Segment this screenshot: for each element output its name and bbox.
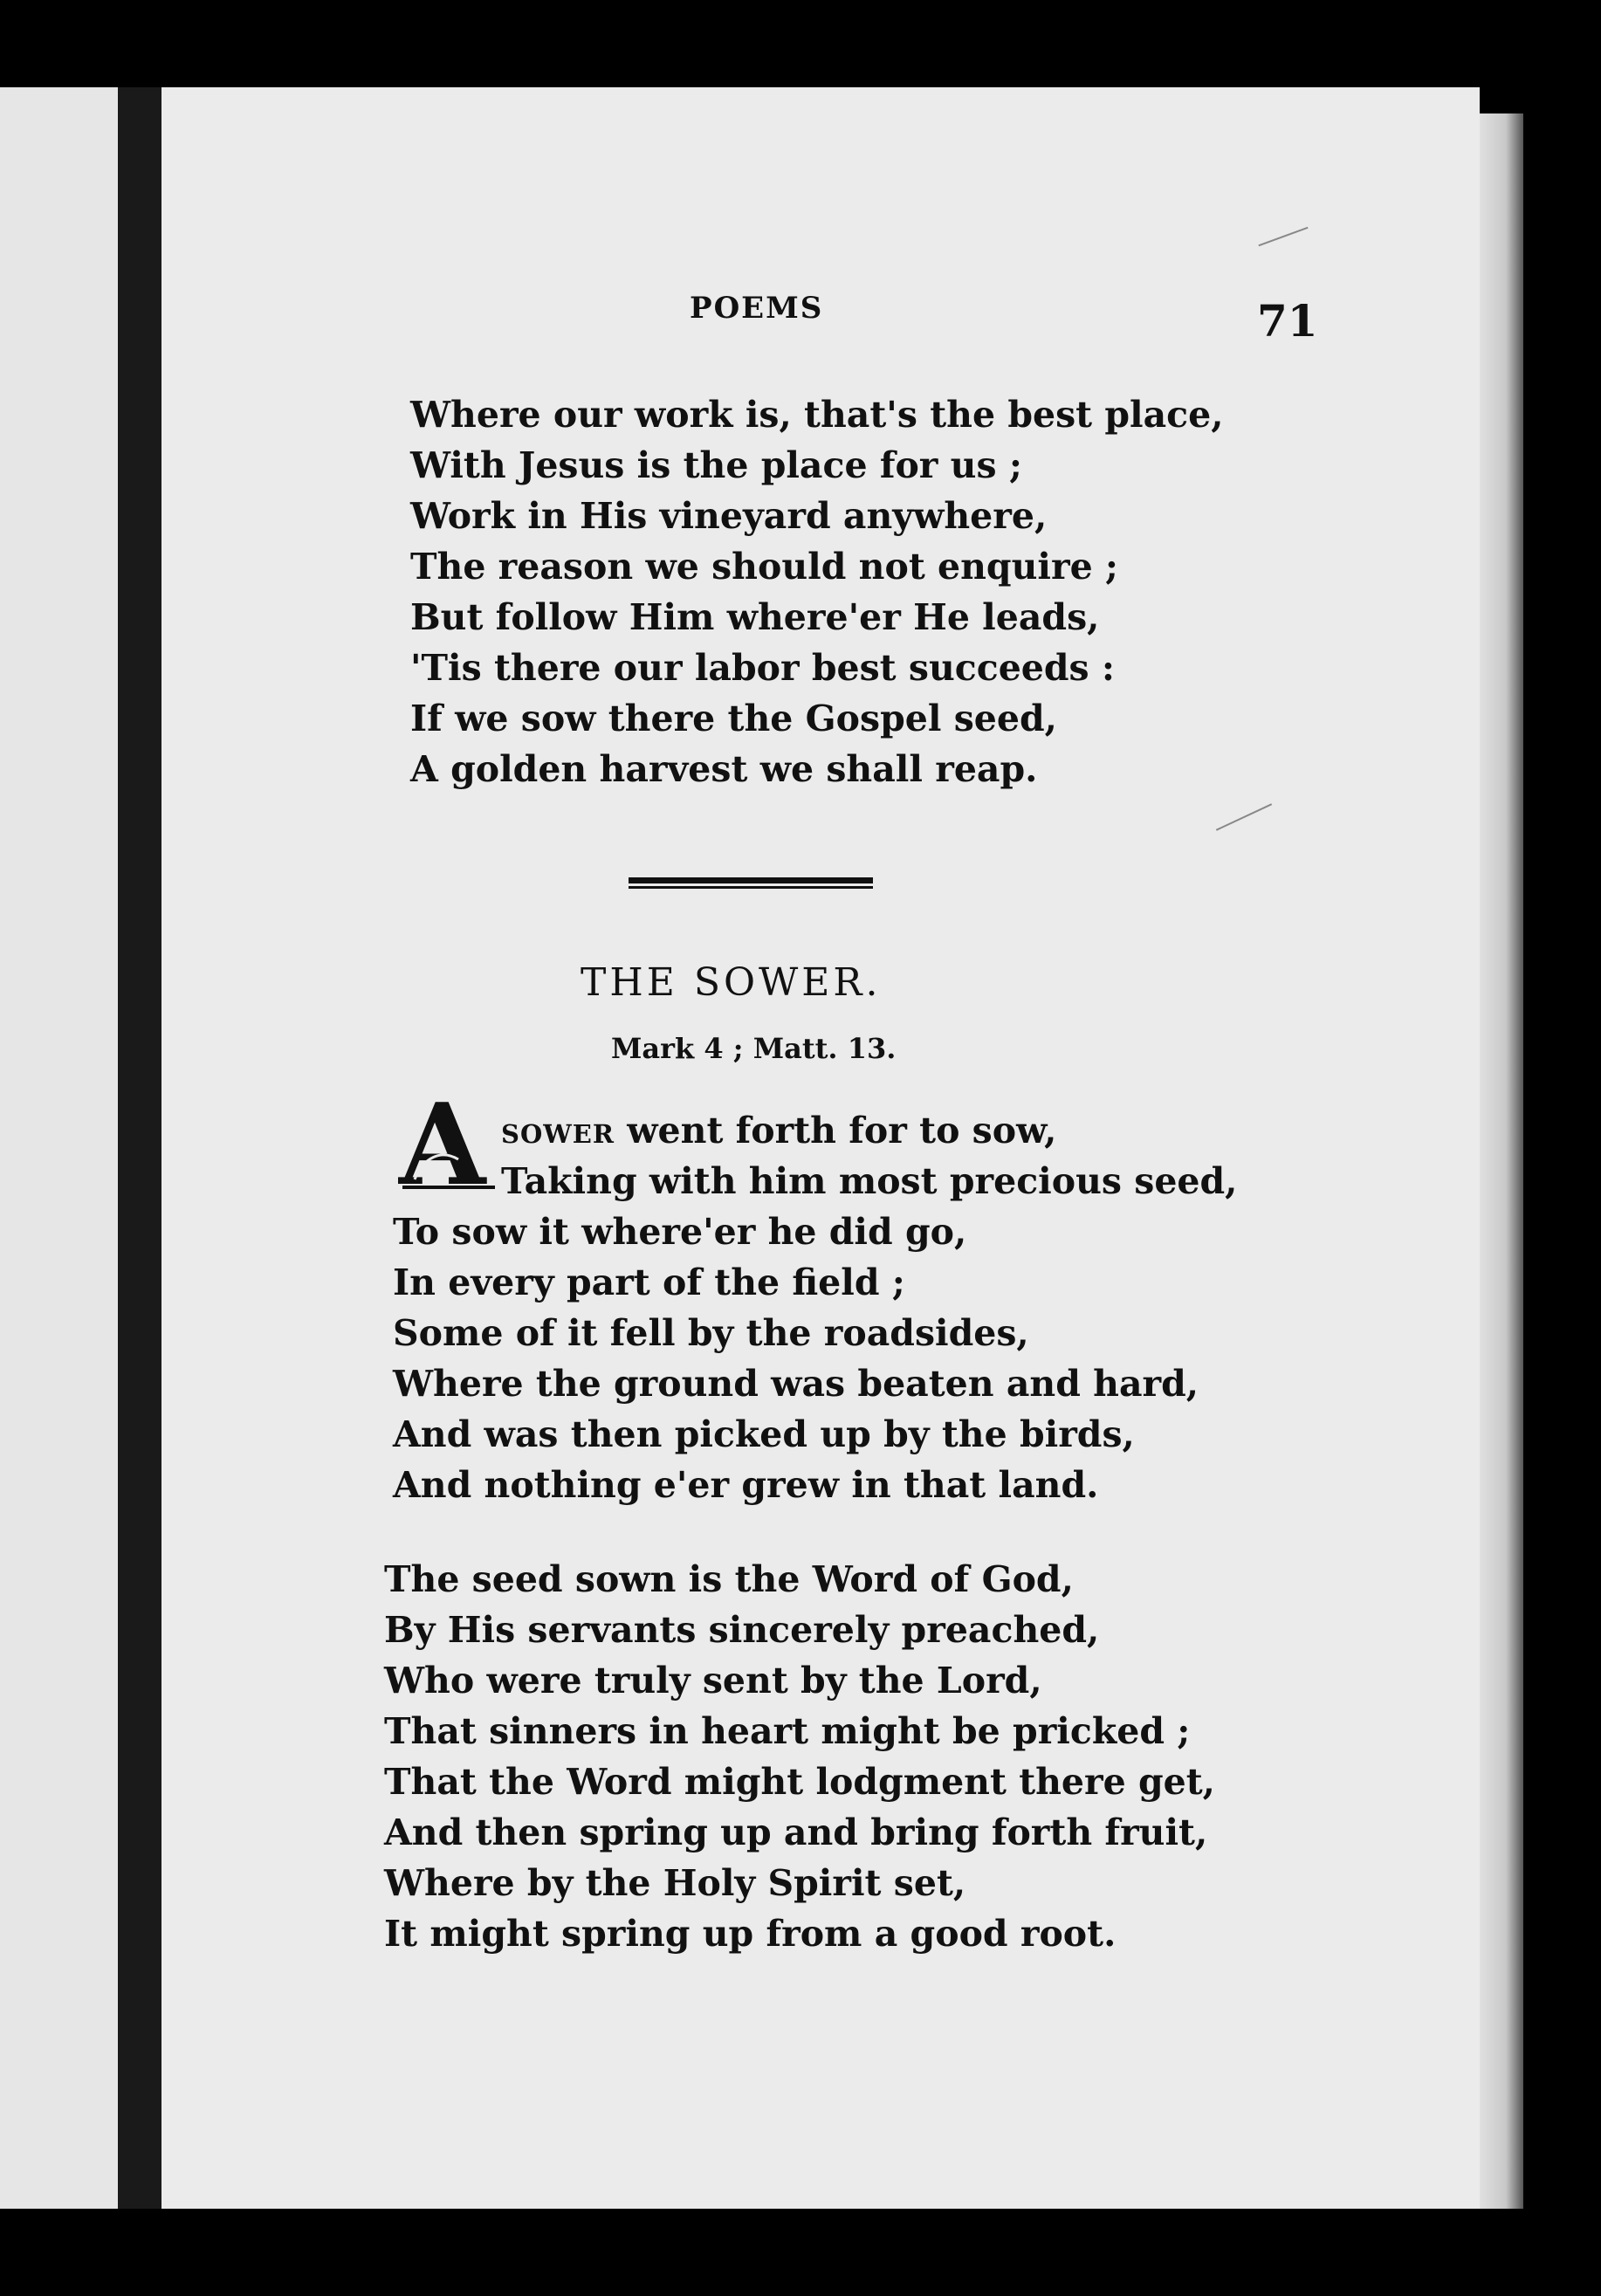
verse-line: Taking with him most precious seed,	[501, 1160, 1238, 1202]
previous-page-margin	[0, 87, 118, 2209]
verse-line: Some of it fell by the roadsides,	[393, 1312, 1029, 1354]
verse-line: 'Tis there our labor best succeeds :	[410, 647, 1116, 689]
verse-line: Where our work is, that's the best place,	[410, 394, 1224, 436]
book-gutter	[118, 87, 161, 2209]
verse-line: A golden harvest we shall reap.	[410, 748, 1038, 790]
smallcaps-lead-word: sower	[501, 1110, 615, 1151]
verse-line: To sow it where'er he did go,	[393, 1211, 967, 1253]
verse-line	[393, 1105, 1237, 1156]
verse-line-rest: went forth for to sow,	[614, 1110, 1057, 1151]
page-number: 71	[1257, 295, 1318, 347]
verse-line: And nothing e'er grew in that land.	[393, 1464, 1099, 1506]
verse-line: With Jesus is the place for us ;	[410, 444, 1022, 486]
sower-stanza-1	[393, 1105, 1237, 1510]
verse-line: That the Word might lodgment there get,	[384, 1761, 1215, 1803]
verse-line: And then spring up and bring forth fruit,	[384, 1811, 1208, 1853]
section-divider-rule	[629, 877, 873, 890]
verse-line: If we sow there the Gospel seed,	[410, 698, 1057, 739]
verse-line: Where by the Holy Spirit set,	[384, 1862, 966, 1904]
verse-line: Who were truly sent by the Lord,	[384, 1660, 1042, 1701]
verse-line: Work in His vineyard anywhere,	[410, 495, 1048, 537]
verse-line: It might spring up from a good root.	[384, 1913, 1117, 1955]
scripture-reference: Mark 4 ; Matt. 13.	[611, 1032, 897, 1065]
divider-thin-line	[629, 886, 873, 889]
page-edge-shadow	[1480, 113, 1523, 2209]
previous-poem-stanza	[410, 389, 1224, 794]
verse-line: That sinners in heart might be pricked ;	[384, 1710, 1191, 1752]
verse-line: Where the ground was beaten and hard,	[393, 1363, 1199, 1405]
poem-title: THE SOWER.	[581, 960, 882, 1005]
verse-line: The reason we should not enquire ;	[410, 546, 1119, 588]
running-title: POEMS	[690, 291, 824, 326]
verse-line: In every part of the field ;	[393, 1261, 905, 1303]
divider-thick-line	[629, 877, 873, 883]
verse-line: But follow Him where'er He leads,	[410, 596, 1100, 638]
verse-line: And was then picked up by the birds,	[393, 1413, 1135, 1455]
verse-line: By His servants sincerely preached,	[384, 1609, 1100, 1651]
verse-line: The seed sown is the Word of God,	[384, 1558, 1074, 1600]
sower-stanza-2	[384, 1554, 1215, 1959]
dropcap-letter: A	[399, 1096, 486, 1193]
